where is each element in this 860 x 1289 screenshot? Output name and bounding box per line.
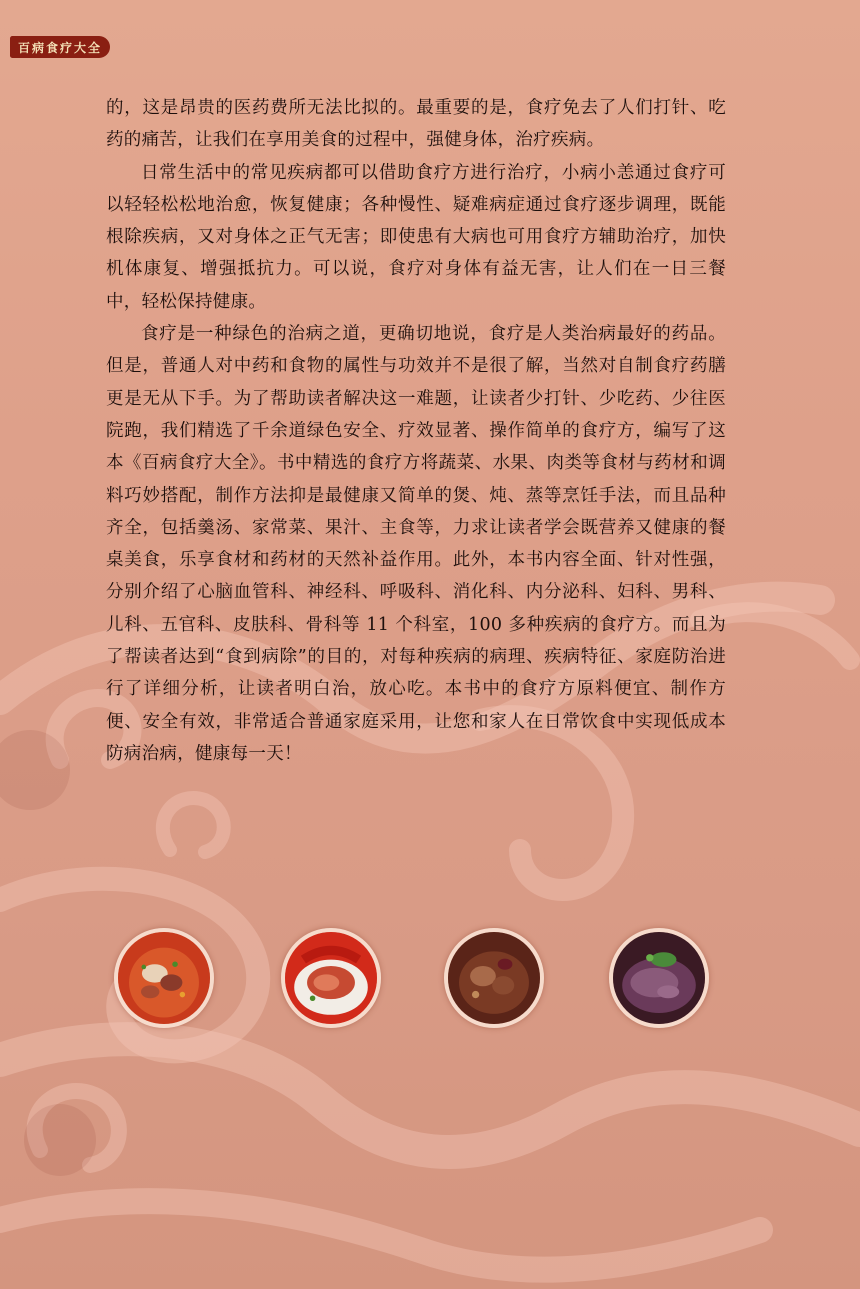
food-photo-braised-meat — [444, 928, 544, 1028]
food-photo-red-dish — [281, 928, 381, 1028]
food-photo-purple-dish — [609, 928, 709, 1028]
preface-text — [106, 92, 726, 770]
paragraph-3: 食疗是一种绿色的治病之道，更确切地说，食疗是人类治病最好的药品。但是，普通人对中药和食物的属性与功效并不是很了解，当然对自制食疗药膳更是无从下手。为了帮助读者解决这一难题，让读者少打针、少吃药、少往医院跑，我们精选了千余道绿色安全、疗效显著、操作简单的食疗方，编写了这本《百病食疗大全》。书中精选的食疗方将蔬菜、水果、肉类等食材与药材和调料巧妙搭配，制作方法抑是最健康又简单的煲、炖、蒸等烹饪手法，而且品种齐全，包括羹汤、家常菜、果汁、主食等，力求让读者学会既营养又健康的餐桌美食，乐享食材和药材的天然补益作用。此外，本书内容全面、针对性强，分别介绍了心脑血管科、神经科、呼吸科、消化科、内分泌科、妇科、男科、儿科、五官科、皮肤科、骨科等 11 个科室，100 多种疾病的食疗方。而且为了帮读者达到“食到病除”的目的，对每种疾病的病理、疾病特征、家庭防治进行了详细分析，让读者明白治，放心吃。本书中的食疗方原料便宜、制作方便、安全有效，非常适合普通家庭采用，让您和家人在日常饮食中实现低成本防病治病，健康每一天！ — [106, 324, 726, 764]
food-photo-soup — [114, 928, 214, 1028]
book-title-badge — [10, 36, 110, 58]
paragraph-1: 的，这是昂贵的医药费所无法比拟的。最重要的是，食疗免去了人们打针、吃药的痛苦，让我们在享用美食的过程中，强健身体，治疗疾病。 — [106, 98, 726, 151]
food-photo-row — [0, 928, 860, 1028]
paragraph-2: 日常生活中的常见疾病都可以借助食疗方进行治疗，小病小恙通过食疗可以轻轻松松地治愈，恢复健康；各种慢性、疑难病症通过食疗逐步调理，既能根除疾病，又对身体之正气无害；即使患有大病也可用食疗方辅助治疗，加快机体康复、增强抵抗力。可以说，食疗对身体有益无害，让人们在一日三餐中，轻松保持健康。 — [106, 162, 726, 312]
book-title-badge-label: 百病食疗大全 — [17, 40, 102, 55]
